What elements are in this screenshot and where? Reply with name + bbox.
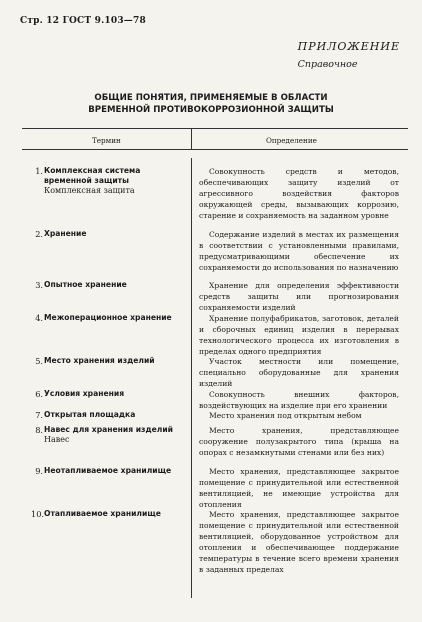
page-header: Стр. 12 ГОСТ 9.103—78 [20, 16, 146, 26]
row-definition: Совокупность внешних факторов, воздействующих на изделие при его хранении [199, 390, 399, 410]
table-header-rule [22, 149, 408, 150]
column-header-term: Термин [92, 136, 121, 145]
row-number: 1. [35, 166, 43, 176]
column-divider [191, 158, 192, 598]
row-definition: Хранение полуфабрикатов, заготовок, деталей и сборочных единиц изделия в перерывах технологического процесса их изготовления в пределах одного предприятия [199, 314, 399, 356]
row-term [44, 229, 184, 239]
appendix-subtitle: Справочное [297, 59, 358, 70]
appendix-label [298, 40, 400, 70]
row-term-synonym: Навес [44, 435, 70, 444]
row-number: 9. [35, 466, 43, 476]
row-term-text: Отапливаемое хранилище [44, 509, 161, 518]
row-term [44, 313, 184, 323]
row-number: 3. [35, 280, 43, 290]
row-term-text: Хранение [44, 229, 87, 238]
row-definition: Содержание изделий в местах их размещения в соответствии с установленными правилами, предусматривающими обеспечение их сохраняемости до использования по назначению [199, 230, 399, 272]
row-number: 7. [35, 410, 43, 420]
row-term [44, 389, 184, 399]
row-term [44, 466, 184, 476]
row-term-text: Неотапливаемое хранилище [44, 466, 172, 475]
row-number: 8. [35, 425, 43, 435]
document-title-line-1: ОБЩИЕ ПОНЯТИЯ, ПРИМЕНЯЕМЫЕ В ОБЛАСТИ [94, 93, 328, 103]
row-term-text: Открытая площадка [44, 410, 136, 419]
row-definition: Совокупность средств и методов, обеспечивающих защиту изделий от агрессивного воздействия факторов окружающей среды, вызывающих коррозию, старение и сохраняемость на заданном уровне [199, 167, 399, 220]
row-term [44, 166, 184, 196]
row-term-text: Комплексная система временной защиты [44, 166, 141, 185]
row-term [44, 509, 184, 519]
row-term [44, 425, 184, 445]
row-definition: Участок местности или помещение, специально оборудованные для хранения изделий [199, 357, 399, 388]
row-term-text: Межоперационное хранение [44, 313, 172, 322]
row-term [44, 410, 184, 420]
document-title [0, 92, 422, 116]
column-header-definition: Определение [266, 136, 317, 145]
row-definition: Хранение для определения эффективности средств защиты или прогнозирования сохраняемости изделий [199, 281, 399, 312]
row-definition: Место хранения, представляющее закрытое помещение с принудительной или естественной вентиляцией, оборудованное устройством для отопления и обеспечивающее поддержание температуры в течение всего времени хранения в заданных пределах [199, 510, 399, 574]
document-title-line-2: ВРЕМЕННОЙ ПРОТИВОКОРРОЗИОННОЙ ЗАЩИТЫ [88, 105, 334, 115]
row-term-text: Навес для хранения изделий [44, 425, 173, 434]
row-definition: Место хранения, представляющее сооружение полузакрытого типа (крыша на опорах с незамкнутыми стенами или без них) [199, 426, 399, 457]
table-top-rule [22, 128, 408, 129]
row-number: 10. [31, 509, 45, 519]
row-number: 4. [35, 313, 43, 323]
row-term-text: Место хранения изделий [44, 356, 155, 365]
row-term [44, 356, 184, 366]
header-column-divider [191, 128, 192, 149]
row-term [44, 280, 184, 290]
row-number: 5. [35, 356, 43, 366]
row-definition: Место хранения, представляющее закрытое помещение с принудительной или естественной вентиляцией, не имеющие устройства для отопления [199, 467, 399, 509]
row-definition: Место хранения под открытым небом [209, 411, 362, 420]
row-number: 2. [35, 229, 43, 239]
row-term-text: Опытное хранение [44, 280, 127, 289]
row-term-text: Условия хранения [44, 389, 125, 398]
row-number: 6. [35, 389, 43, 399]
appendix-title: ПРИЛОЖЕНИЕ [297, 40, 400, 53]
row-term-synonym: Комплексная защита [44, 186, 135, 195]
